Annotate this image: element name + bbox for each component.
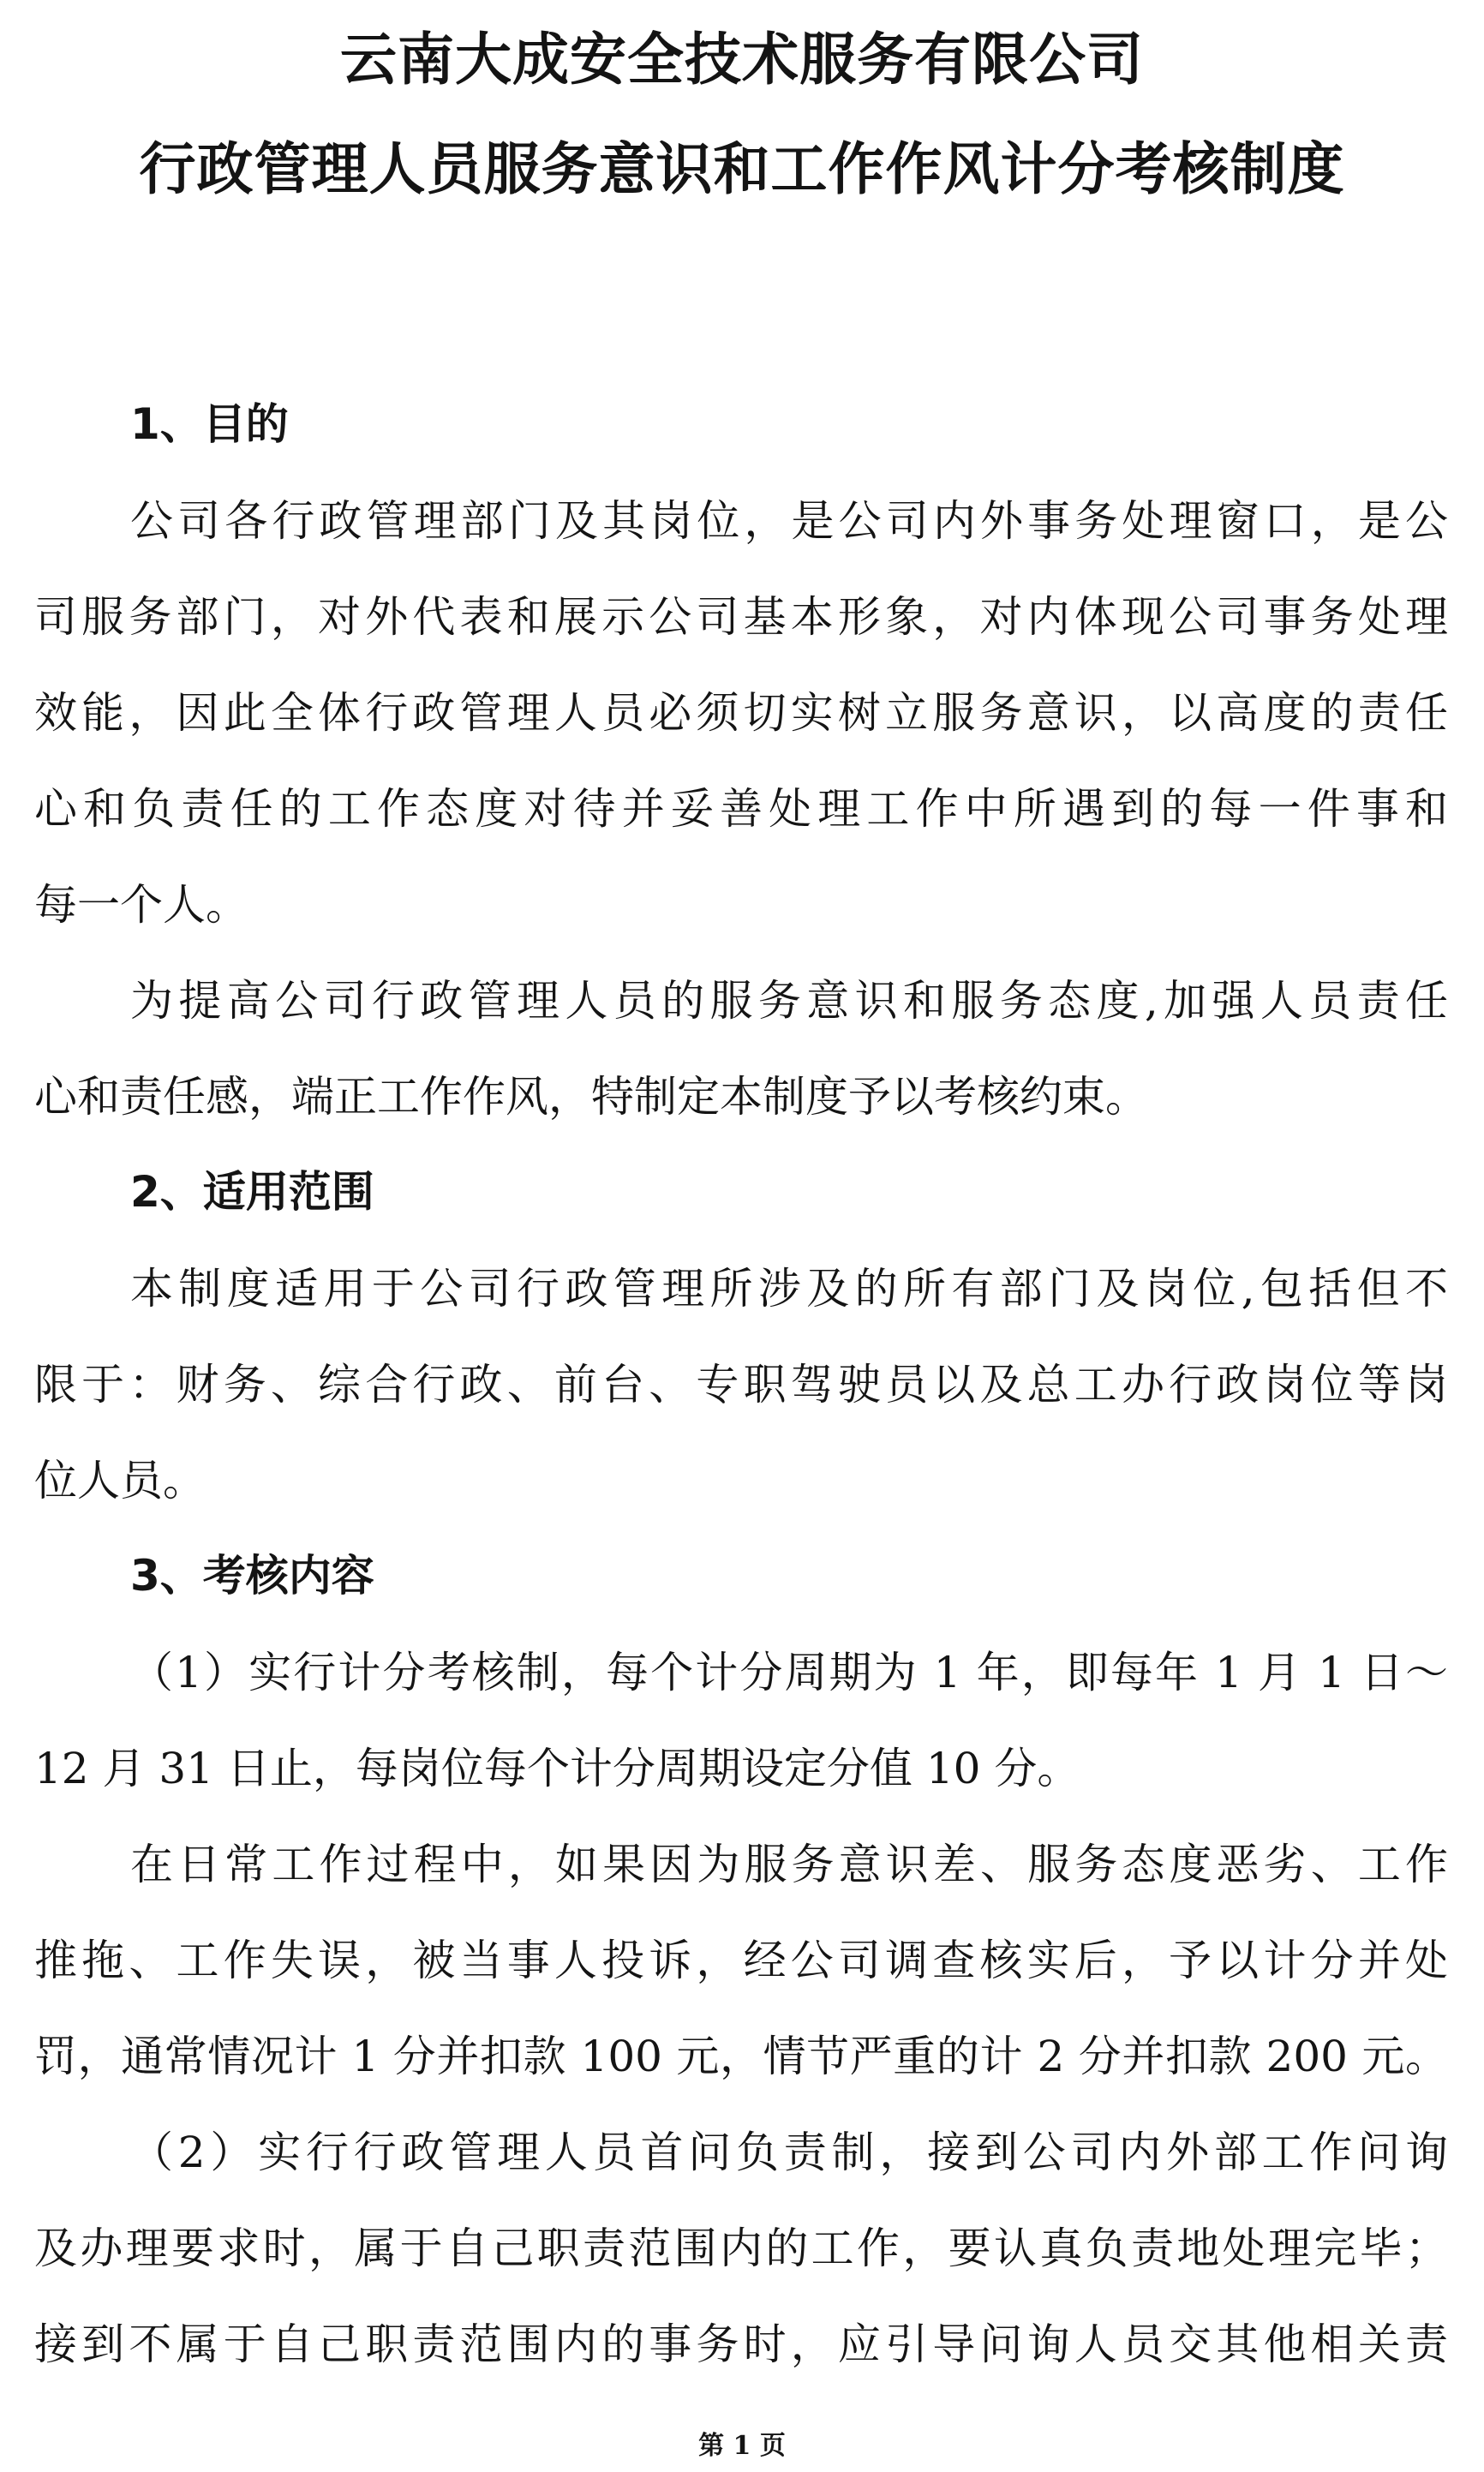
- text-line: （1）实行计分考核制，每个计分周期为 1 年，即每年 1 月 1 日～: [130, 1648, 1448, 1697]
- text-line: 限于：财务、综合行政、前台、专职驾驶员以及总工办行政岗位等岗: [34, 1360, 1448, 1410]
- text-line: 心和责任感，端正工作作风，特制定本制度予以考核约束。: [34, 1072, 1148, 1122]
- text-line: 司服务部门，对外代表和展示公司基本形象，对内体现公司事务处理: [34, 592, 1448, 642]
- text-line: 接到不属于自己职责范围内的事务时，应引导问询人员交其他相关责: [34, 2319, 1448, 2369]
- text-line: 为提高公司行政管理人员的服务意识和服务态度,加强人员责任: [130, 976, 1448, 1026]
- text-line: 心和负责任的工作态度对待并妥善处理工作中所遇到的每一件事和: [34, 784, 1448, 834]
- document-title: 行政管理人员服务意识和工作作风计分考核制度: [139, 136, 1345, 202]
- company-title: 云南大成安全技术服务有限公司: [340, 27, 1144, 93]
- text-line: 效能，因此全体行政管理人员必须切实树立服务意识，以高度的责任: [34, 688, 1448, 738]
- text-line: 12 月 31 日止，每岗位每个计分周期设定分值 10 分。: [34, 1744, 1080, 1793]
- page-number: 第 1 页: [698, 2431, 786, 2461]
- section-heading-purpose: 1、目的: [130, 399, 289, 449]
- section-heading-assessment: 3、考核内容: [130, 1551, 374, 1601]
- text-line: 公司各行政管理部门及其岗位，是公司内外事务处理窗口，是公: [130, 496, 1448, 546]
- text-line: 及办理要求时，属于自己职责范围内的工作，要认真负责地处理完毕；: [34, 2224, 1448, 2273]
- text-line: 罚，通常情况计 1 分并扣款 100 元，情节严重的计 2 分并扣款 200 元。: [34, 2032, 1448, 2081]
- text-line: 位人员。: [34, 1456, 206, 1505]
- text-line: （2）实行行政管理人员首问负责制，接到公司内外部工作问询: [130, 2128, 1448, 2177]
- text-line: 推拖、工作失误，被当事人投诉，经公司调查核实后，予以计分并处: [34, 1936, 1448, 1985]
- text-line: 本制度适用于公司行政管理所涉及的所有部门及岗位,包括但不: [130, 1264, 1448, 1314]
- text-line: 每一个人。: [34, 880, 248, 930]
- text-line: 在日常工作过程中，如果因为服务意识差、服务态度恶劣、工作: [130, 1840, 1448, 1889]
- section-heading-scope: 2、适用范围: [130, 1167, 374, 1217]
